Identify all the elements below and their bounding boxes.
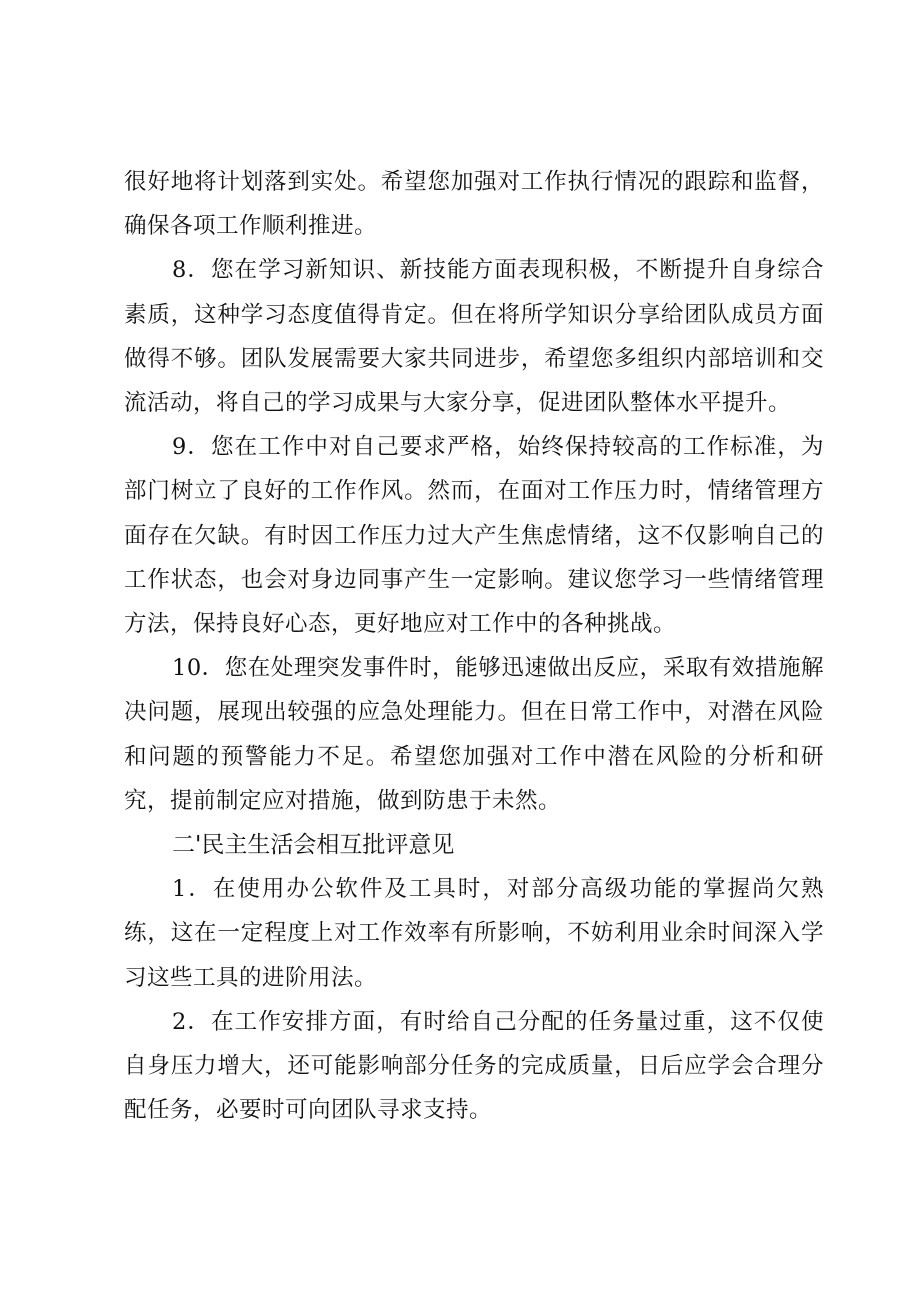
- paragraph-item-9: 9．您在工作中对自己要求严格，始终保持较高的工作标准，为部门树立了良好的工作作风。然而，在面对工作压力时，情绪管理方面存在欠缺。有时因工作压力过大产生焦虑情绪，这不仅影响自己的工作状态，也会对身边同事产生一定影响。建议您学习一些情绪管理方法，保持良好心态，更好地应对工作中的各种挑战。: [124, 434, 824, 638]
- paragraph-continuation: 很好地将计划落到实处。希望您加强对工作执行情况的跟踪和监督，确保各项工作顺利推进。: [124, 169, 824, 240]
- paragraph-item-10: 10．您在处理突发事件时，能够迅速做出反应，采取有效措施解决问题，展现出较强的应急处理能力。但在日常工作中，对潜在风险和问题的预警能力不足。希望您加强对工作中潜在风险的分析和研究，提前制定应对措施，做到防患于未然。: [124, 655, 824, 814]
- section-item-1: 1．在使用办公软件及工具时，对部分高级功能的掌握尚欠熟练，这在一定程度上对工作效率有所影响，不妨利用业余时间深入学习这些工具的进阶用法。: [124, 876, 824, 991]
- section-item-2: 2．在工作安排方面，有时给自己分配的任务量过重，这不仅使自身压力增大，还可能影响部分任务的完成质量，日后应学会合理分配任务，必要时可向团队寻求支持。: [124, 1008, 824, 1124]
- document-body: [124, 160, 824, 1132]
- section-heading: 二'民主生活会相互批评意见: [172, 832, 455, 859]
- paragraph-item-8: 8．您在学习新知识、新技能方面表现积极，不断提升自身综合素质，这种学习态度值得肯定。但在将所学知识分享给团队成员方面做得不够。团队发展需要大家共同进步，希望您多组织内部培训和交流活动，将自己的学习成果与大家分享，促进团队整体水平提升。: [124, 257, 824, 417]
